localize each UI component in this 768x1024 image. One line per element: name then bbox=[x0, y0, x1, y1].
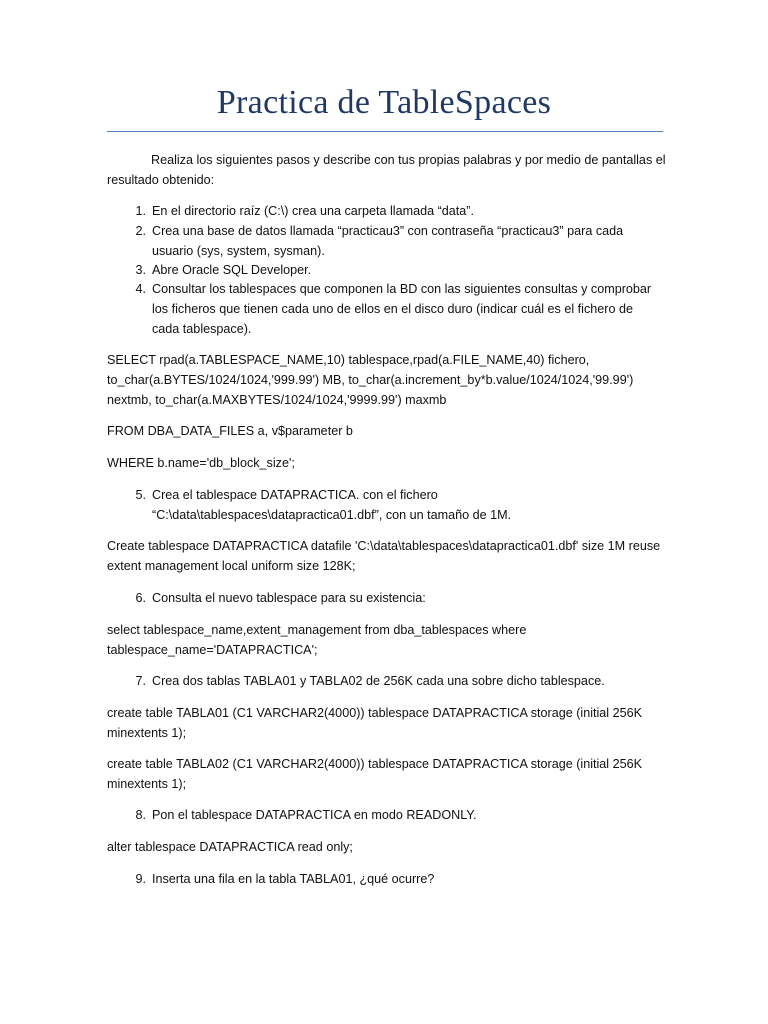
list-number: 2. bbox=[135, 224, 146, 238]
list-item bbox=[135, 805, 662, 825]
sql-alter-tablespace: alter tablespace DATAPRACTICA read only; bbox=[107, 840, 353, 854]
sql-select-tablespace: select tablespace_name,extent_management from dba_tablespaces where tablespace_name='DATAPRACTICA'; bbox=[107, 623, 527, 657]
list-item bbox=[135, 485, 662, 525]
title-underline bbox=[107, 131, 663, 132]
list-item bbox=[135, 279, 662, 339]
intro-paragraph: Realiza los siguientes pasos y describe con tus propias palabras y por medio de pantallas el resultado obtenido: bbox=[107, 153, 666, 187]
sql-select-statement: SELECT rpad(a.TABLESPACE_NAME,10) tablespace,rpad(a.FILE_NAME,40) fichero, to_char(a.BYTES/1024/1024,'999.99') MB, to_char(a.increment_by*b.value/1024/1024,'99.99') nextmb, to_char(a.MAXBYTES/1024/1024,'9999.99') maxmb bbox=[107, 353, 634, 407]
list-text: Inserta una fila en la tabla TABLA01, ¿qué ocurre? bbox=[152, 872, 435, 886]
list-number: 4. bbox=[135, 282, 146, 296]
list-item bbox=[135, 260, 662, 280]
list-item bbox=[135, 201, 662, 221]
list-text: Pon el tablespace DATAPRACTICA en modo READONLY. bbox=[152, 808, 477, 822]
list-number: 7. bbox=[135, 674, 146, 688]
sql-create-table-2: create table TABLA02 (C1 VARCHAR2(4000)) tablespace DATAPRACTICA storage (initial 256K minextents 1); bbox=[107, 757, 643, 791]
sql-create-tablespace: Create tablespace DATAPRACTICA datafile 'C:\data\tablespaces\datapractica01.dbf' size 1M reuse extent management local uniform size 128K; bbox=[107, 539, 661, 573]
list-number: 8. bbox=[135, 808, 146, 822]
sql-create-table-1: create table TABLA01 (C1 VARCHAR2(4000)) tablespace DATAPRACTICA storage (initial 256K minextents 1); bbox=[107, 706, 643, 740]
list-text: En el directorio raíz (C:\) crea una carpeta llamada “data”. bbox=[152, 204, 474, 218]
list-item bbox=[135, 588, 662, 608]
list-number: 3. bbox=[135, 263, 146, 277]
list-text: Crea el tablespace DATAPRACTICA. con el fichero “C:\data\tablespaces\datapractica01.dbf”, con un tamaño de 1M. bbox=[152, 488, 512, 522]
list-text: Abre Oracle SQL Developer. bbox=[152, 263, 312, 277]
list-text: Crea una base de datos llamada “practicau3” con contraseña “practicau3” para cada usuario (sys, system, sysman). bbox=[152, 224, 624, 258]
list-text: Consulta el nuevo tablespace para su existencia: bbox=[152, 591, 426, 605]
list-text: Consultar los tablespaces que componen la BD con las siguientes consultas y comprobar los ficheros que tienen cada uno de ellos en el disco duro (indicar cuál es el fichero de cada tablespace). bbox=[152, 282, 652, 336]
sql-from-clause: FROM DBA_DATA_FILES a, v$parameter b bbox=[107, 424, 353, 438]
list-number: 5. bbox=[135, 488, 146, 502]
list-number: 9. bbox=[135, 872, 146, 886]
list-item bbox=[135, 671, 662, 691]
sql-where-clause: WHERE b.name='db_block_size'; bbox=[107, 456, 295, 470]
list-number: 6. bbox=[135, 591, 146, 605]
page-title: Practica de TableSpaces bbox=[216, 84, 552, 121]
list-item bbox=[135, 221, 662, 261]
list-item bbox=[135, 869, 662, 889]
list-number: 1. bbox=[135, 204, 146, 218]
list-text: Crea dos tablas TABLA01 y TABLA02 de 256K cada una sobre dicho tablespace. bbox=[152, 674, 605, 688]
